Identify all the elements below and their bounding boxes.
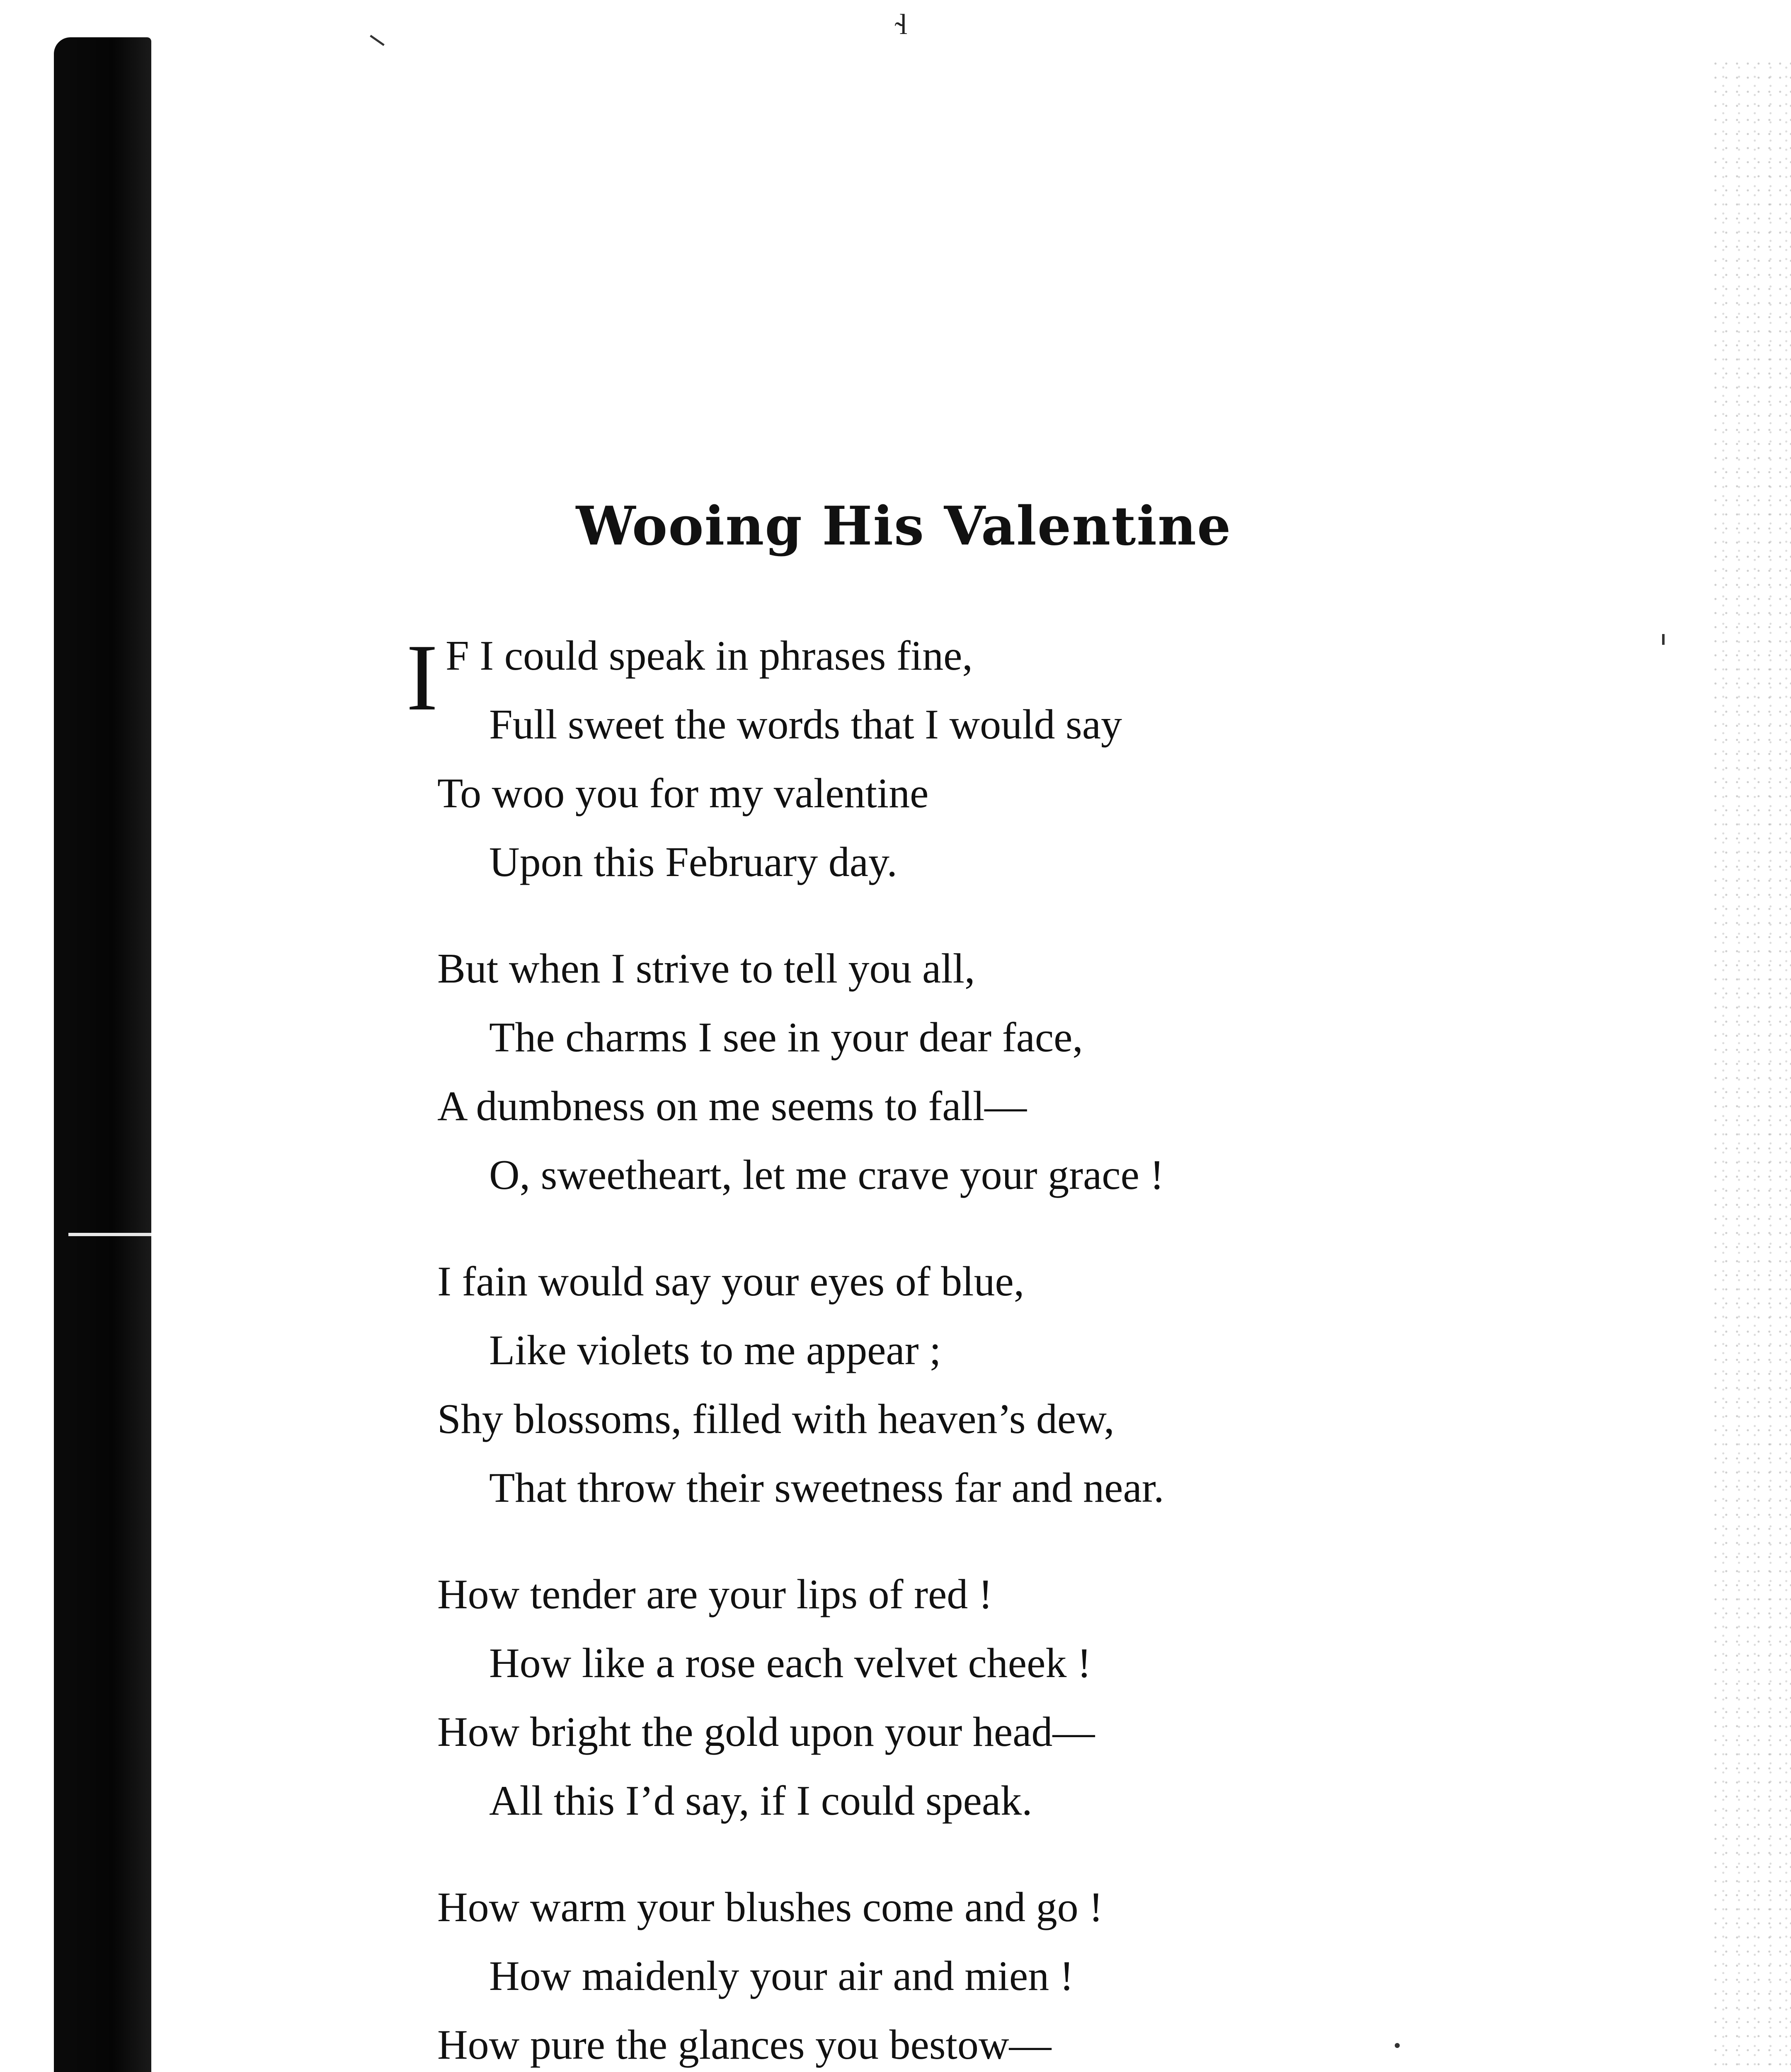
poem-line: How pure the glances you bestow— — [437, 2021, 1052, 2068]
stanza — [437, 1247, 1432, 1533]
poem-line: F I could speak in phrases fine, — [446, 632, 973, 679]
stanza — [437, 622, 1432, 908]
poem-line: O, sweetheart, let me crave your grace ! — [489, 1152, 1164, 1198]
stanza — [437, 1560, 1432, 1846]
top-mark: ̴l — [899, 9, 908, 41]
poem-line: To woo you for my valentine — [437, 770, 929, 817]
poem-title: Wooing His Valentine — [576, 495, 1232, 557]
poem-line: How bright the gold upon your head— — [437, 1709, 1095, 1755]
binding-rule — [68, 1233, 151, 1236]
binding-shadow — [54, 37, 151, 2072]
poem-line: The charms I see in your dear face, — [489, 1014, 1083, 1061]
poem-line: That throw their sweetness far and near. — [489, 1464, 1164, 1511]
poem-line: How like a rose each velvet cheek ! — [489, 1640, 1091, 1687]
stray-mark — [370, 35, 385, 46]
poem-line: Upon this February day. — [489, 839, 897, 886]
poem-line: Full sweet the words that I would say — [489, 701, 1122, 748]
poem-line: I fain would say your eyes of blue, — [437, 1258, 1025, 1305]
stray-mark — [1662, 634, 1665, 645]
stanza — [437, 1873, 1432, 2072]
poem-line: Like violets to me appear ; — [489, 1327, 941, 1374]
stanza — [437, 934, 1432, 1220]
page-edge-speckle — [1712, 62, 1791, 2072]
poem-body — [437, 622, 1432, 2072]
poem-line: Shy blossoms, filled with heaven’s dew, — [437, 1396, 1115, 1443]
poem-line: A dumbness on me seems to fall— — [437, 1083, 1027, 1130]
poem-line: All this I’d say, if I could speak. — [489, 1777, 1032, 1824]
drop-cap: I — [406, 625, 438, 730]
poem-line: How maidenly your air and mien ! — [489, 1953, 1074, 1999]
poem-line: How tender are your lips of red ! — [437, 1571, 993, 1618]
poem-line: But when I strive to tell you all, — [437, 945, 975, 992]
poem-line: How warm your blushes come and go ! — [437, 1884, 1103, 1931]
